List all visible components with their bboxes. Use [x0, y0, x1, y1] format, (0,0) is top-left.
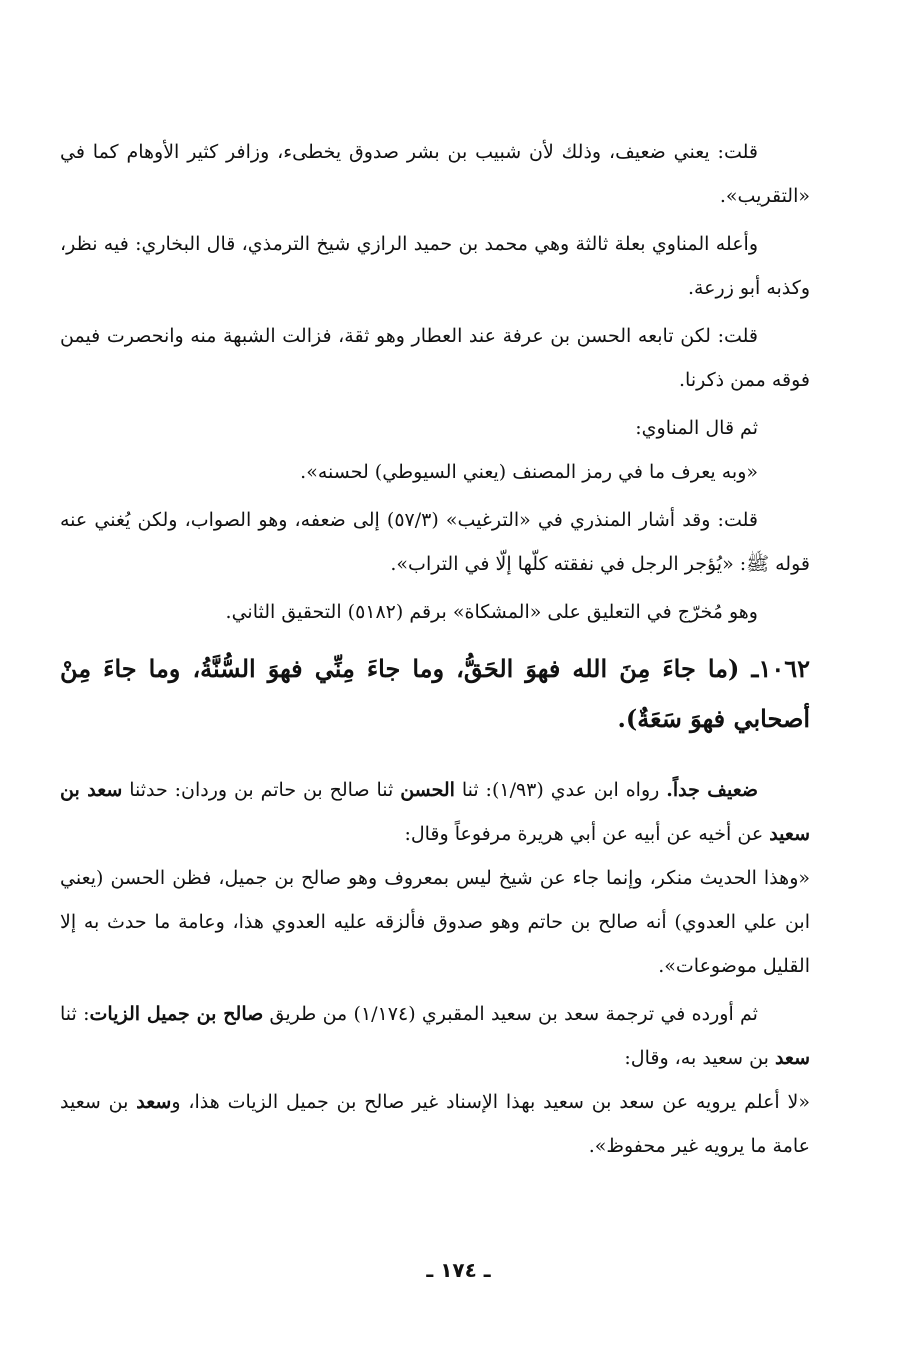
grading-text-c: عن أخيه عن أبيه عن أبي هريرة مرفوعاً وقال:: [404, 823, 770, 845]
paragraph-3: قلت: لكن تابعه الحسن بن عرفة عند العطار وهو ثقة، فزالت الشبهة منه وانحصرت فيمن فوقه ممن ذكرنا.: [60, 325, 810, 391]
quote-2: [60, 1080, 810, 1168]
later-text-c: بن سعيد به، وقال:: [624, 1047, 775, 1069]
paragraph-6: قلت: وقد أشار المنذري في «الترغيب» (٥٧/٣) إلى ضعفه، وهو الصواب، ولكن يُغني عنه قوله ﷺ: «يُؤجر الرجل في نفقته كلّها إلّا في التراب».: [60, 509, 810, 575]
quote2-text-a: «لا أعلم يرويه عن سعد بن سعيد بهذا الإسناد غير صالح بن جميل الزيات هذا، و: [171, 1091, 811, 1113]
later-name-1: صالح بن جميل الزيات: [89, 1003, 264, 1025]
later-text-b: : ثنا: [60, 1003, 90, 1025]
quote-1: «وهذا الحديث منكر، وإنما جاء عن شيخ ليس بمعروف وهو صالح بن جميل، فظن الحسن (يعني ابن علي العدوي) أنه صالح بن حاتم وهو صدوق فألزقه عليه العدوي هذا، وعامة ما حدث به إلا القليل موضوعات».: [60, 867, 810, 977]
hadith-text: (ما جاءَ مِنَ الله فهوَ الحَقُّ، وما جاءَ مِنِّي فهوَ السُّنَّةُ، وما جاءَ مِنْ أصحابي فهوَ سَعَةٌ).: [60, 654, 810, 733]
hadith-number: ١٠٦٢ـ: [751, 654, 811, 683]
paragraph-2: وأعله المناوي بعلة ثالثة وهي محمد بن حميد الرازي شيخ الترمذي، قال البخاري: فيه نظر، وكذبه أبو زرعة.: [60, 233, 810, 299]
grading-name-2: سعد بن سعيد: [60, 779, 810, 845]
quote2-text-b: بن سعيد عامة ما يرويه غير محفوظ».: [60, 1091, 810, 1157]
grading-text-b: ثنا صالح بن حاتم بن وردان: حدثنا: [122, 779, 401, 801]
grading-text-a: رواه ابن عدي (١/٩٣): ثنا: [454, 779, 667, 801]
paragraph-4: ثم قال المناوي:: [635, 417, 758, 439]
later-name-2: سعد: [774, 1047, 810, 1069]
grading-paragraph: [60, 768, 810, 856]
page-number: ـ ١٧٤ ـ: [426, 1258, 491, 1282]
later-text-a: ثم أورده في ترجمة سعد بن سعيد المقبري (١/١٧٤) من طريق: [263, 1003, 758, 1025]
quote2-name-1: سعد: [136, 1091, 172, 1113]
later-paragraph: [60, 992, 810, 1080]
grading-label: ضعيف جداً.: [666, 779, 758, 801]
page-body: [60, 130, 810, 1168]
paragraph-7: وهو مُخرّج في التعليق على «المشكاة» برقم (٥١٨٢) التحقيق الثاني.: [225, 601, 758, 623]
paragraph-1: قلت: يعني ضعيف، وذلك لأن شبيب بن بشر صدوق يخطىء، وزافر كثير الأوهام كما في «التقريب».: [60, 141, 810, 207]
grading-name-1: الحسن: [400, 779, 455, 801]
hadith-heading: [60, 644, 810, 744]
paragraph-5-quote: «وبه يعرف ما في رمز المصنف (يعني السيوطي) لحسنه».: [300, 461, 758, 483]
